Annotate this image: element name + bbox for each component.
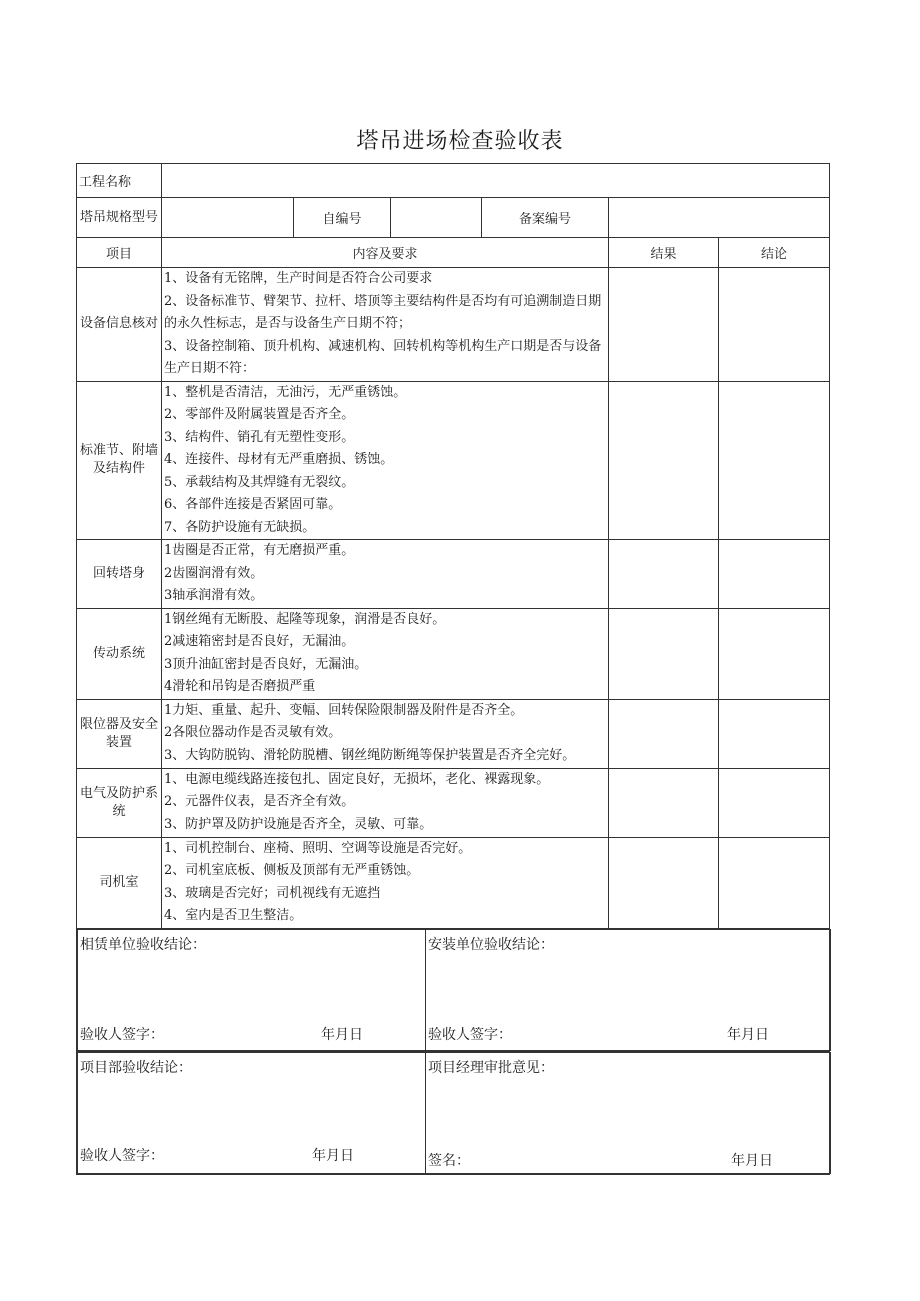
section-label: 回转塔身 <box>77 540 162 609</box>
installer-date-label: 年月日 <box>727 1026 769 1043</box>
requirement-line: 2、元器件仪表，是否齐全有效。 <box>164 794 355 809</box>
project-dept-signature-label: 验收人签字： <box>80 1147 164 1164</box>
section-content <box>162 381 609 540</box>
requirement-line: 3、大钩防脱钩、滑轮防脱槽、钢丝绳防断绳等保护装置是否齐全完好。 <box>164 747 576 763</box>
project-dept-conclusion-title: 项目部验收结论： <box>80 1059 192 1076</box>
spec-model-label: 塔吊规格型号 <box>77 198 162 238</box>
requirement-line: 1钢丝绳有无断股、起隆等现象，润滑是否良好。 <box>164 611 446 627</box>
conclusion-cell[interactable] <box>719 608 830 699</box>
acceptance-form <box>76 163 830 1175</box>
requirement-line: 1、整机是否清洁，无油污，无严重锈蚀。 <box>164 384 407 400</box>
project-name-field[interactable] <box>162 164 830 198</box>
result-cell[interactable] <box>609 837 719 928</box>
requirement-line: 3顶升油缸密封是否良好，无漏油。 <box>164 656 368 672</box>
section-row <box>77 768 830 837</box>
requirement-line: 1、司机控制台、座椅、照明、空调等设施是否完好。 <box>164 840 472 856</box>
conclusion-cell[interactable] <box>719 540 830 609</box>
requirement-line: 2、司机室底板、侧板及顶部有无严重锈蚀。 <box>164 863 420 878</box>
col-header-item: 项目 <box>77 238 162 268</box>
result-cell[interactable] <box>609 699 719 768</box>
section-row <box>77 608 830 699</box>
requirement-line: 3、设备控制箱、顶升机构、减速机构、回转机构等机构生产口期是否与设备生产日期不符： <box>164 338 602 376</box>
lessor-conclusion-title: 相赁单位验收结论： <box>80 936 206 953</box>
requirement-line: 1力矩、重量、起升、变幅、回转保险限制器及附件是否齐全。 <box>164 702 524 718</box>
section-label: 传动系统 <box>77 608 162 699</box>
conclusion-cell[interactable] <box>719 768 830 837</box>
col-header-content: 内容及要求 <box>162 238 609 268</box>
section-row <box>77 381 830 540</box>
conclusion-cell[interactable] <box>719 699 830 768</box>
section-row <box>77 268 830 382</box>
section-label: 电气及防护系统 <box>77 768 162 837</box>
requirement-line: 2、设备标准节、臂架节、拉杆、塔顶等主要结构件是否均有可追溯制造日期的永久性标志，是否与设备生产日期不符； <box>164 293 602 331</box>
record-number-label: 备案编号 <box>482 198 609 238</box>
section-row <box>77 837 830 928</box>
section-label: 标准节、附墙及结构件 <box>77 381 162 540</box>
col-header-conclusion: 结论 <box>719 238 830 268</box>
conclusion-cell[interactable] <box>719 381 830 540</box>
section-label: 司机室 <box>77 837 162 928</box>
project-dept-date-label: 年月日 <box>312 1147 354 1164</box>
manager-date-label: 年月日 <box>731 1152 773 1169</box>
requirement-line: 5、承载结构及其焊缝有无裂纹。 <box>164 474 355 490</box>
page-title: 塔吊进场检查验收表 <box>356 129 564 154</box>
requirement-line: 2各限位器动作是否灵敏有效。 <box>164 725 342 740</box>
installer-conclusion-title: 安装单位验收结论： <box>428 936 554 953</box>
requirement-line: 6、各部件连接是否紧固可靠。 <box>164 497 342 512</box>
spec-model-field[interactable] <box>162 198 294 238</box>
spec-row <box>77 198 830 238</box>
lessor-date-label: 年月日 <box>321 1026 363 1043</box>
record-number-field[interactable] <box>609 198 830 238</box>
requirement-line: 2、零部件及附属装置是否齐全。 <box>164 407 355 422</box>
installer-conclusion-box[interactable] <box>426 929 831 1050</box>
requirement-line: 7、各防护设施有无缺损。 <box>164 519 316 535</box>
self-number-field[interactable] <box>391 198 482 238</box>
result-cell[interactable] <box>609 768 719 837</box>
section-row <box>77 540 830 609</box>
manager-approval-title: 项目经理审批意见： <box>428 1059 554 1076</box>
requirement-line: 1齿圈是否正常，有无磨损严重。 <box>164 543 355 558</box>
requirement-line: 1、设备有无铭牌，生产时间是否符合公司要求 <box>164 271 433 286</box>
signature-row <box>77 1051 830 1174</box>
requirement-line: 4、连接件、母材有无严重磨损、锈蚀。 <box>164 452 394 467</box>
requirement-line: 3、防护罩及防护设施是否齐全，灵敏、可靠。 <box>164 816 433 832</box>
requirement-line: 3轴承润滑有效。 <box>164 588 264 603</box>
conclusion-cell[interactable] <box>719 837 830 928</box>
requirement-line: 1、电源电缆线路连接包扎、固定良好，无损坏，老化、裸露现象。 <box>164 771 550 787</box>
result-cell[interactable] <box>609 608 719 699</box>
section-content <box>162 837 609 928</box>
requirement-line: 2齿圈润滑有效。 <box>164 565 264 581</box>
conclusion-cell[interactable] <box>719 268 830 382</box>
lessor-signature-label: 验收人签字： <box>80 1026 164 1043</box>
result-cell[interactable] <box>609 381 719 540</box>
section-label: 限位器及安全装置 <box>77 699 162 768</box>
section-row <box>77 699 830 768</box>
manager-signature-label: 签名： <box>428 1152 470 1169</box>
requirement-line: 2减速箱密封是否良好，无漏油。 <box>164 634 355 649</box>
section-label: 设备信息核对 <box>77 268 162 382</box>
column-header-row <box>77 238 830 268</box>
requirement-line: 3、玻璃是否完好；司机视线有无遮挡 <box>164 885 381 901</box>
result-cell[interactable] <box>609 540 719 609</box>
section-content <box>162 268 609 382</box>
section-content <box>162 608 609 699</box>
result-cell[interactable] <box>609 268 719 382</box>
requirement-line: 4、室内是否卫生整洁。 <box>164 908 303 923</box>
requirement-line: 3、结构件、销孔有无塑性变形。 <box>164 429 355 445</box>
lessor-conclusion-box[interactable] <box>78 929 426 1050</box>
project-name-label: 工程名称 <box>77 164 162 198</box>
section-content <box>162 699 609 768</box>
signature-row <box>77 928 830 1051</box>
project-name-row <box>77 164 830 198</box>
section-content <box>162 768 609 837</box>
self-number-label: 自编号 <box>294 198 391 238</box>
installer-signature-label: 验收人签字： <box>428 1026 512 1043</box>
manager-approval-box[interactable] <box>426 1052 831 1173</box>
requirement-line: 4滑轮和吊钩是否磨损严重 <box>164 679 316 694</box>
col-header-result: 结果 <box>609 238 719 268</box>
project-dept-conclusion-box[interactable] <box>78 1052 426 1173</box>
section-content <box>162 540 609 609</box>
